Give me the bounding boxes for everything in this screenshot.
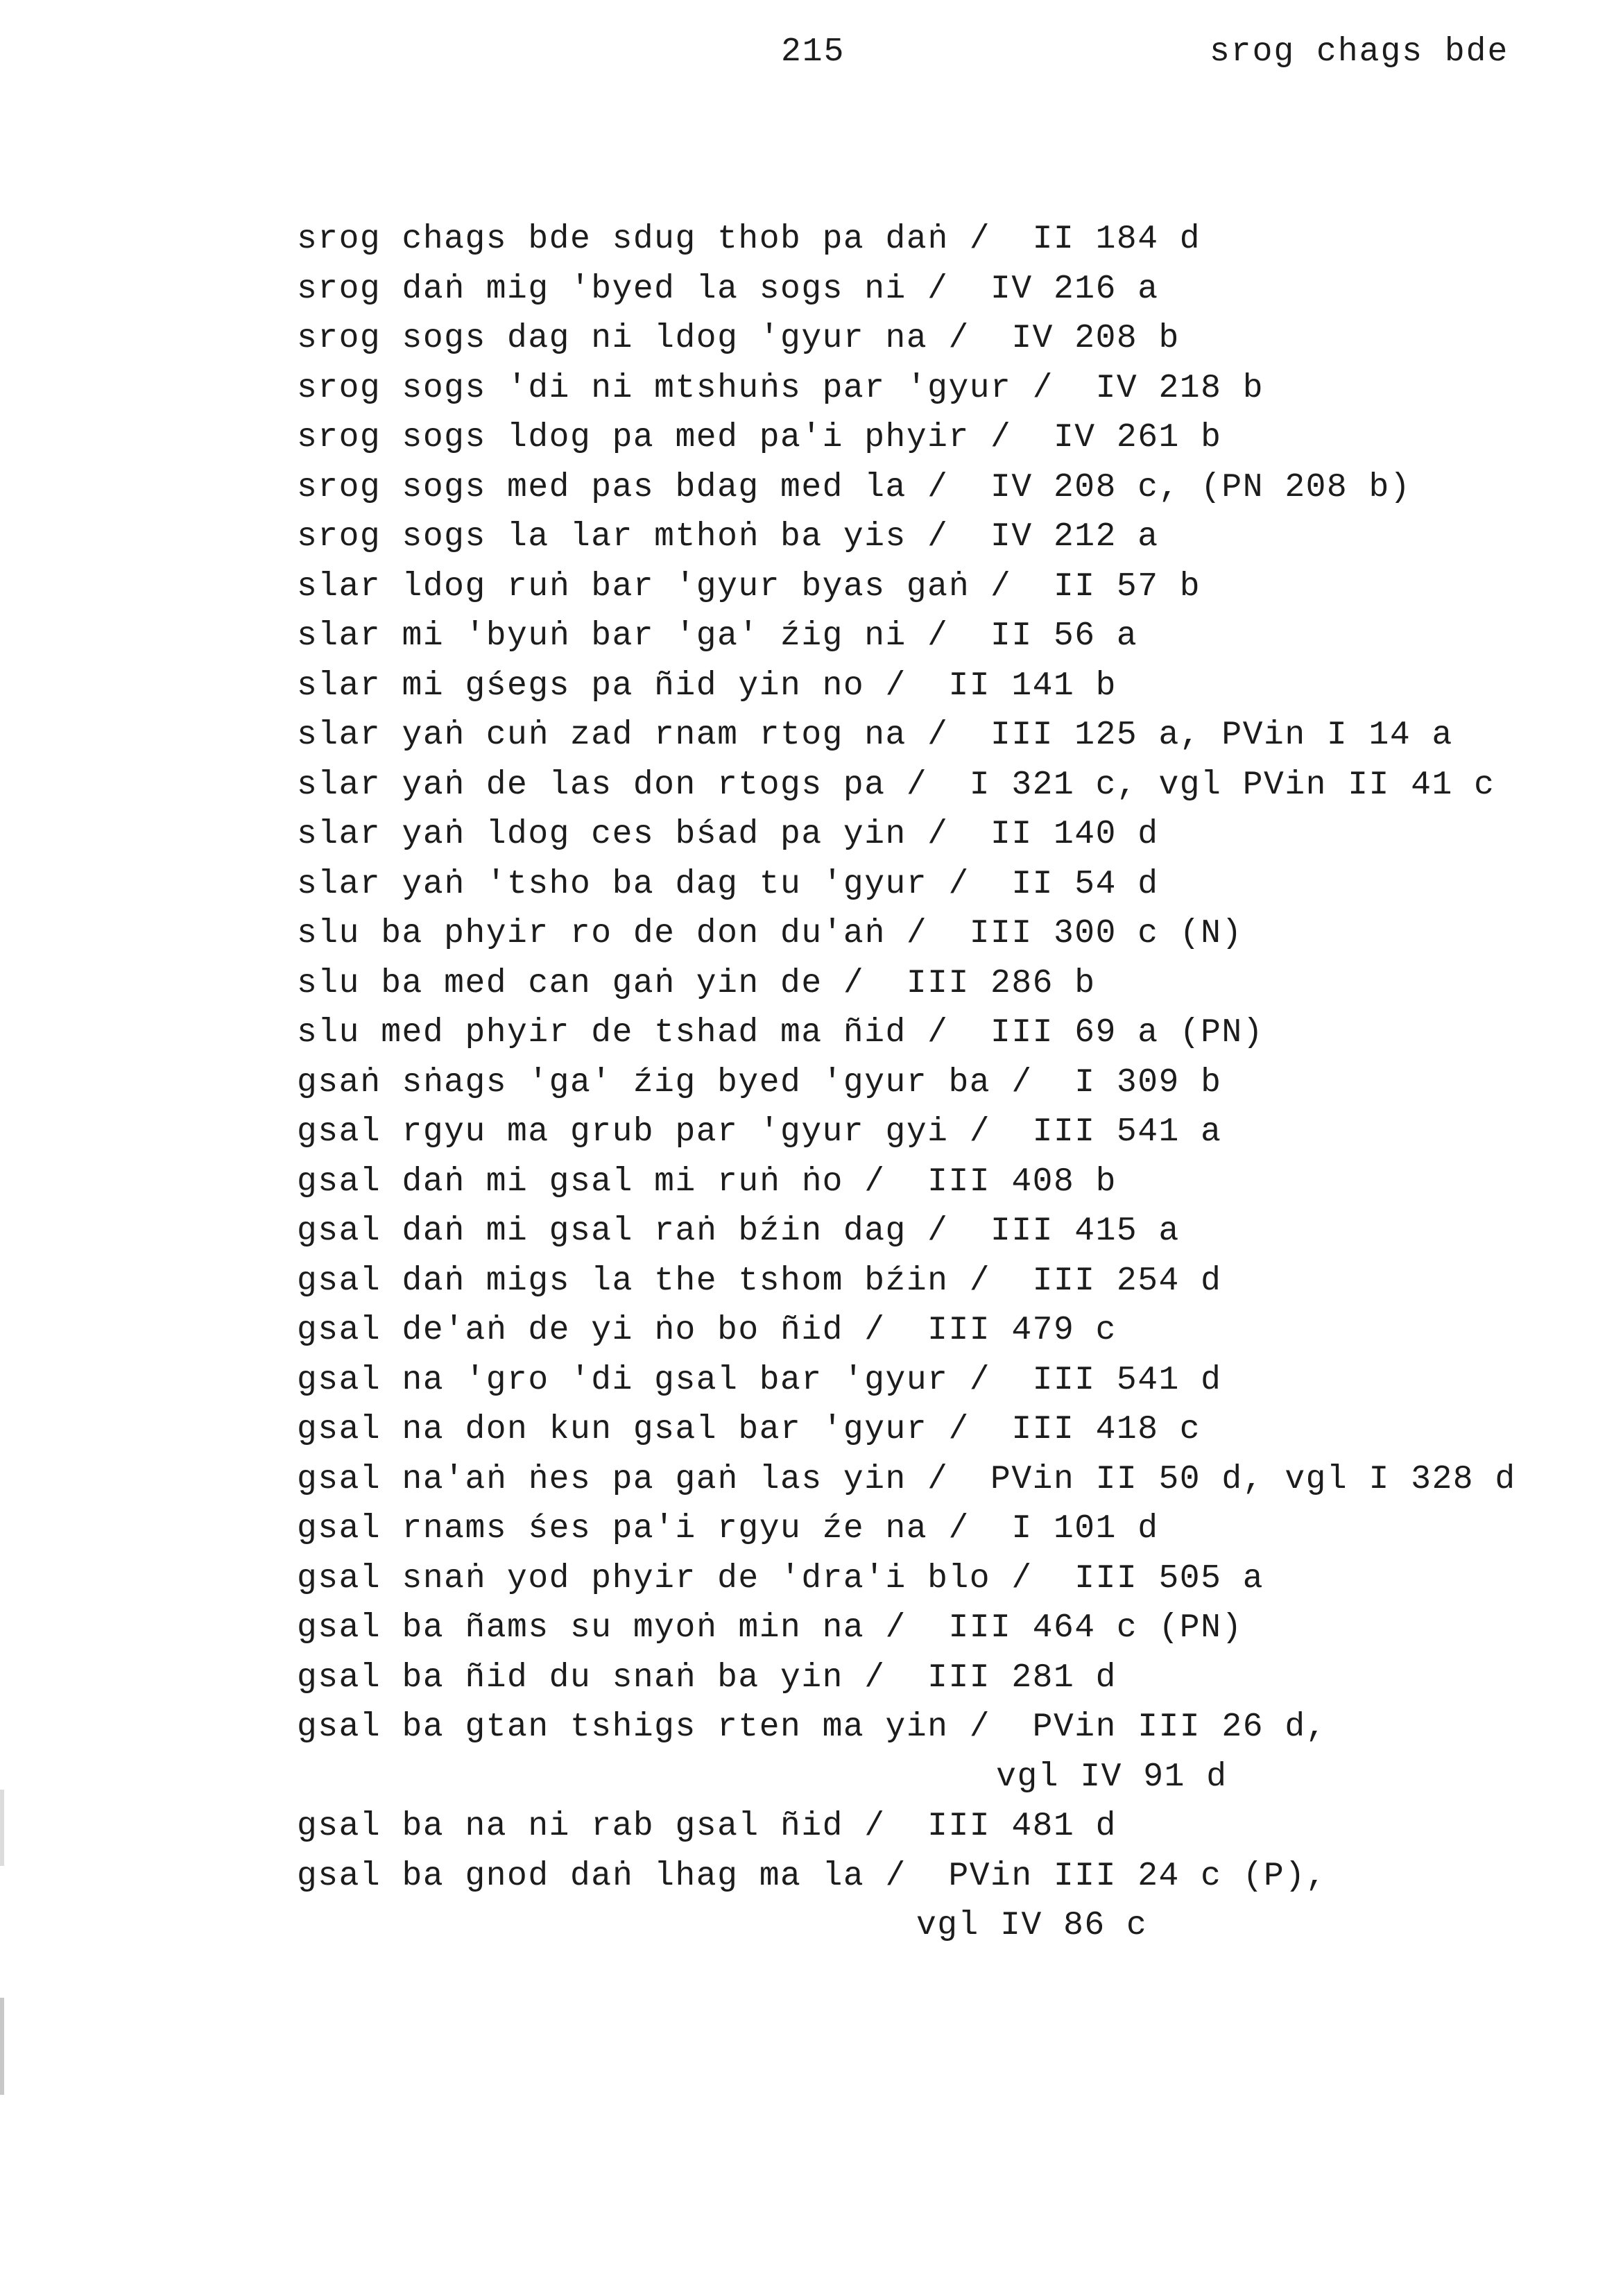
entry-text: slu ba med can gaṅ yin de / III 286 b: [297, 964, 1096, 1002]
index-entry: [297, 1306, 1545, 1356]
entry-text: gsal daṅ migs la the tshom bźin / III 254 d: [297, 1262, 1222, 1300]
entry-text: gsal de'aṅ de yi ṅo bo ñid / III 479 c: [297, 1312, 1117, 1349]
entry-text: srog daṅ mig 'byed la sogs ni / IV 216 a: [297, 270, 1159, 308]
index-entry: [297, 711, 1545, 761]
index-entry: [297, 1554, 1545, 1604]
entry-text: gsaṅ sṅags 'ga' źig byed 'gyur ba / I 309 b: [297, 1063, 1222, 1102]
index-entry: [297, 1604, 1545, 1654]
entry-text: gsal na don kun gsal bar 'gyur / III 418 c: [297, 1411, 1201, 1448]
entry-text: srog sogs ldog pa med pa'i phyir / IV 261 b: [297, 419, 1222, 456]
index-entry: [297, 1455, 1545, 1505]
index-entry: [297, 1654, 1545, 1704]
entry-text: srog sogs 'di ni mtshuṅs par 'gyur / IV 218 b: [297, 369, 1264, 407]
index-entry: [297, 662, 1545, 712]
index-entries: [297, 215, 1545, 1951]
index-entry: [297, 1505, 1545, 1554]
entry-continuation: vgl IV 91 d: [996, 1758, 1228, 1796]
index-entry: [297, 1257, 1545, 1307]
entry-text: slar mi gśegs pa ñid yin no / II 141 b: [297, 667, 1117, 705]
left-margin-mark: [0, 1998, 4, 2095]
entry-text: slar yaṅ cuṅ zad rnam rtog na / III 125 a, PVin I 14 a: [297, 717, 1453, 754]
index-entry: [297, 1158, 1545, 1208]
index-entry: [297, 909, 1545, 959]
page-number: 215: [781, 33, 845, 71]
entry-text: gsal daṅ mi gsal mi ruṅ ṅo / III 408 b: [297, 1163, 1117, 1201]
entry-text: gsal ba ñams su myoṅ min na / III 464 c (PN): [297, 1609, 1243, 1647]
entry-text: gsal na'aṅ ṅes pa gaṅ las yin / PVin II 50 d, vgl I 328 d: [297, 1460, 1516, 1498]
entry-text: slar ldog ruṅ bar 'gyur byas gaṅ / II 57 b: [297, 567, 1201, 606]
entry-text: gsal daṅ mi gsal raṅ bźin dag / III 415 a: [297, 1213, 1180, 1250]
entry-text: gsal ba gtan tshigs rten ma yin / PVin III 26 d,: [297, 1708, 1327, 1746]
index-entry: [297, 959, 1545, 1009]
entry-text: gsal ba na ni rab gsal ñid / III 481 d: [297, 1808, 1117, 1845]
index-entry: [297, 1108, 1545, 1158]
entry-text: gsal rnams śes pa'i rgyu źe na / I 101 d: [297, 1510, 1159, 1548]
entry-text: srog sogs la lar mthoṅ ba yis / IV 212 a: [297, 518, 1159, 556]
entry-text: slu med phyir de tshad ma ñid / III 69 a (PN): [297, 1014, 1264, 1052]
left-margin-mark: [0, 1790, 4, 1866]
index-entry: [297, 1009, 1545, 1059]
index-entry: [297, 1059, 1545, 1108]
index-entry: [297, 513, 1545, 563]
index-entry: [297, 810, 1545, 860]
entry-text: slar mi 'byuṅ bar 'ga' źig ni / II 56 a: [297, 617, 1138, 655]
index-entry: [297, 463, 1545, 513]
index-entry: [297, 761, 1545, 811]
entry-text: gsal na 'gro 'di gsal bar 'gyur / III 541 d: [297, 1361, 1222, 1399]
index-entry: [297, 860, 1545, 910]
index-entry: [297, 563, 1545, 612]
entry-text: srog sogs dag ni ldog 'gyur na / IV 208 b: [297, 320, 1180, 357]
running-title: srog chags bde: [1210, 33, 1509, 71]
entry-text: srog sogs med pas bdag med la / IV 208 c, (PN 208 b): [297, 468, 1411, 506]
index-entry: [297, 1802, 1545, 1852]
entry-text: gsal rgyu ma grub par 'gyur gyi / III 541 a: [297, 1113, 1222, 1151]
index-entry: [297, 314, 1545, 364]
index-entry: [297, 612, 1545, 662]
entry-text: slu ba phyir ro de don du'aṅ / III 300 c (N): [297, 915, 1243, 952]
index-entry: [297, 413, 1545, 463]
index-entry: [297, 1356, 1545, 1406]
index-entry: [297, 364, 1545, 414]
index-entry: [297, 1207, 1545, 1257]
index-entry: [297, 1703, 1545, 1802]
entry-text: srog chags bde sdug thob pa daṅ / II 184 d: [297, 221, 1201, 258]
entry-text: slar yaṅ 'tsho ba dag tu 'gyur / II 54 d: [297, 865, 1159, 903]
entry-continuation: vgl IV 86 c: [916, 1907, 1148, 1944]
index-entry: [297, 215, 1545, 265]
entry-text: slar yaṅ ldog ces bśad pa yin / II 140 d: [297, 816, 1159, 853]
entry-text: gsal ba ñid du snaṅ ba yin / III 281 d: [297, 1659, 1117, 1697]
index-entry: [297, 1405, 1545, 1455]
index-entry: [297, 1852, 1545, 1951]
entry-text: gsal snaṅ yod phyir de 'dra'i blo / III 505 a: [297, 1559, 1264, 1597]
entry-text: gsal ba gnod daṅ lhag ma la / PVin III 24 c (P),: [297, 1857, 1327, 1895]
index-entry: [297, 265, 1545, 315]
entry-text: slar yaṅ de las don rtogs pa / I 321 c, vgl PVin II 41 c: [297, 766, 1495, 804]
